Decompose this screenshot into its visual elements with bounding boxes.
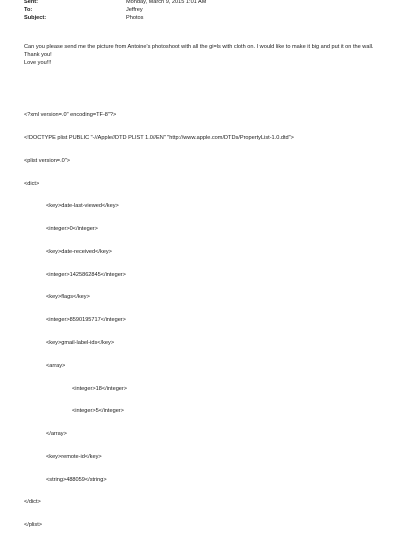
message-body: [24, 43, 384, 67]
plist-line: <integer>8590195717</integer>: [46, 317, 126, 324]
plist-line: <dict>: [24, 180, 40, 187]
message-line: Love you!!!: [24, 60, 52, 66]
plist-line: <key>flags</key>: [46, 294, 90, 301]
plist-line: <key>remote-id</key>: [46, 453, 102, 460]
sent-label: Sent:: [24, 0, 38, 5]
plist-line: <integer>18</integer>: [72, 385, 128, 392]
plist-line: <!DOCTYPE plist PUBLIC "-//Apple//DTD PLIST 1.0//EN" "http://www.apple.com/DTDs/PropertyList-1.0.dtd">: [24, 134, 294, 141]
plist-line: <array>: [46, 362, 66, 369]
plist-line: <integer>1425862845</integer>: [46, 271, 126, 278]
subject-label: Subject:: [24, 15, 47, 21]
message-line: Can you please send me the picture from Antoine's photoshoot with all the gi=ls with cloth on. I would like to make it big and put it on the wall.: [24, 44, 374, 50]
plist-line: </plist>: [24, 522, 43, 529]
plist-line: <plist version=.0">: [24, 157, 70, 164]
plist-block: [24, 97, 294, 545]
plist-line: <?xml version=.0" encoding=TF-8"?>: [24, 112, 117, 119]
plist-line: </array>: [46, 431, 67, 438]
plist-line: <key>date-received</key>: [46, 248, 112, 255]
plist-line: <key>date-last-viewed</key>: [46, 203, 119, 210]
plist-line: </dict>: [24, 499, 41, 506]
plist-line: <key>gmail-label-ids</key>: [46, 340, 115, 346]
message-line: Thank you!: [24, 52, 52, 58]
plist-line: <string>488059</string>: [46, 476, 107, 483]
plist-line: <integer>5</integer>: [72, 408, 124, 415]
plist-line: <integer>0</integer>: [46, 226, 98, 233]
subject-value: Photos: [126, 15, 144, 21]
sent-value: Monday, March 9, 2015 1:01 AM: [126, 0, 207, 5]
to-label: To:: [24, 7, 33, 13]
to-value: Jeffrey: [126, 7, 143, 13]
